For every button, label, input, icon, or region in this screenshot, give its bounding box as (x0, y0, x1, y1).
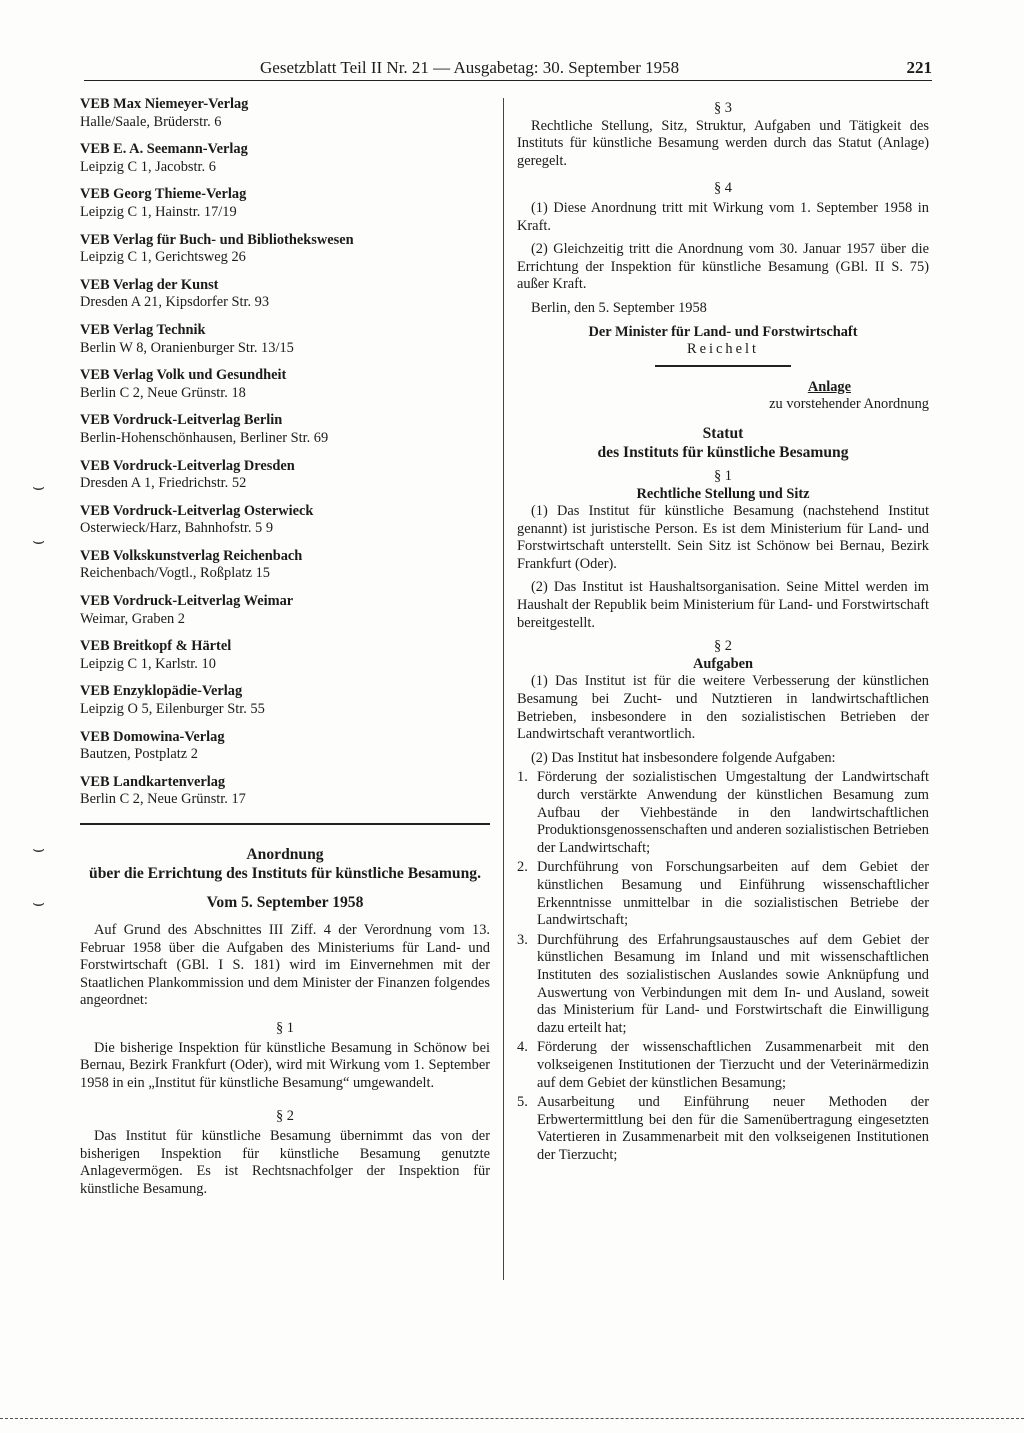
statut-section-1-text-1: (1) Das Institut für künstliche Besamung (nachstehend Institut genannt) ist juristische Person. Es ist dem Ministerium für Land- und Forstwirtschaft unterstellt. Sein Sitz ist Schönow bei Bernau, Bezirk Frankfurt (Oder). (517, 503, 929, 572)
publisher-address: Bautzen, Postplatz 2 (80, 746, 198, 763)
signature-rule (655, 365, 791, 367)
publisher-entry (80, 458, 490, 493)
publisher-address: Weimar, Graben 2 (80, 610, 185, 627)
publisher-entry (80, 277, 490, 312)
paragraph-2-text: Das Institut für künstliche Besamung übernimmt das von der bisherigen Inspektion für künstliche Besamung genutzte Anlagevermögen. Es ist Rechtsnachfolger der Inspektion für künstliche Besamung. (80, 1127, 490, 1197)
section-separator (80, 823, 490, 825)
paragraph-2-heading: § 2 (276, 1108, 294, 1125)
statut-section-1-title: Rechtliche Stellung und Sitz (636, 485, 810, 502)
publisher-name: VEB Vordruck-Leitverlag Berlin (80, 412, 283, 429)
publisher-address: Dresden A 1, Friedrichstr. 52 (80, 475, 247, 492)
publisher-name: VEB Verlag Technik (80, 321, 206, 338)
publisher-address: Berlin C 2, Neue Grünstr. 18 (80, 384, 246, 401)
task-number: 5. (517, 1094, 528, 1111)
publisher-entry (80, 186, 490, 221)
publisher-address: Osterwieck/Harz, Bahnhofstr. 5 9 (80, 520, 274, 537)
task-item (517, 932, 929, 1038)
publisher-name: VEB Domowina-Verlag (80, 728, 225, 745)
task-item (517, 769, 929, 857)
margin-tick-mark: ⌣ (32, 476, 46, 498)
publisher-name: VEB Max Niemeyer-Verlag (80, 96, 249, 112)
publisher-address: Leipzig O 5, Eilenburger Str. 55 (80, 701, 265, 718)
publisher-name: VEB E. A. Seemann-Verlag (80, 141, 248, 158)
publisher-name: VEB Verlag Volk und Gesundheit (80, 367, 287, 384)
paragraph-4-heading: § 4 (714, 180, 732, 197)
paragraph-3-heading: § 3 (714, 100, 732, 116)
page-header (84, 58, 932, 81)
publisher-entry (80, 232, 490, 267)
publisher-entry (80, 367, 490, 402)
publisher-address: Berlin W 8, Oranienburger Str. 13/15 (80, 339, 294, 356)
task-list (517, 769, 929, 1164)
statut-section-2-title: Aufgaben (693, 655, 753, 672)
column-divider (503, 98, 504, 1280)
anlage-label: Anlage (807, 378, 851, 395)
publisher-name: VEB Verlag der Kunst (80, 276, 219, 293)
margin-tick-mark: ⌣ (32, 530, 46, 552)
margin-tick-mark: ⌣ (32, 892, 46, 914)
publisher-entry (80, 503, 490, 538)
task-item (517, 1094, 929, 1164)
left-column (80, 96, 490, 1204)
task-number: 2. (517, 859, 528, 876)
publisher-address: Reichenbach/Vogtl., Roßplatz 15 (80, 565, 270, 582)
publisher-name: VEB Verlag für Buch- und Bibliothekswesen (80, 231, 354, 248)
publisher-name: VEB Landkartenverlag (80, 773, 226, 790)
publisher-entry (80, 593, 490, 628)
paragraph-4-text-1: (1) Diese Anordnung tritt mit Wirkung vom 1. September 1958 in Kraft. (517, 199, 929, 234)
publisher-address: Leipzig C 1, Gerichtsweg 26 (80, 249, 246, 266)
statut-section-1-text-2: (2) Das Institut ist Haushaltsorganisation. Seine Mittel werden im Haushalt der Republik beim Ministerium für Land- und Forstwirtschaft bereitgestellt. (517, 579, 929, 631)
statut-section-1-heading: § 1 (714, 467, 732, 484)
anordnung-subtitle: über die Errichtung des Instituts für künstliche Besamung. (89, 865, 481, 882)
publisher-entry (80, 683, 490, 718)
task-text: Förderung der wissenschaftlichen Zusammenarbeit mit den volkseigenen Institutionen der Tierzucht und der Veterinärmedizin auf dem Gebiet der künstlichen Besamung; (537, 1039, 929, 1091)
publisher-name: VEB Georg Thieme-Verlag (80, 186, 247, 203)
publisher-entry (80, 322, 490, 357)
publisher-name: VEB Enzyklopädie-Verlag (80, 683, 243, 700)
task-text: Ausarbeitung und Einführung neuer Methoden der Erbwertermittlung bei den für die Samenübertragung eingesetzten Vatertieren in Zusammenarbeit mit den volkseigenen Institutionen der Tierzucht; (537, 1094, 929, 1163)
publisher-entry (80, 96, 490, 131)
paragraph-1-heading: § 1 (276, 1019, 294, 1036)
bottom-edge-rule (0, 1418, 1024, 1419)
statut-section-2-text-1: (1) Das Institut ist für die weitere Verbesserung der künstlichen Besamung bei Zucht- und Nutztieren in landwirtschaftlichen Betrieben, insbesondere in den sozialistischen Betrieben der Landwirtschaft verantwortlich. (517, 673, 929, 743)
task-text: Förderung der sozialistischen Umgestaltung der Landwirtschaft durch verstärkte Anwendung der künstlichen Besamung zum Aufbau der Viehbestände in den landwirtschaftlichen Produktionsgenossenschaften und anderen sozialistischen Betrieben der Landwirtschaft; (537, 769, 929, 856)
paragraph-3-text: Rechtliche Stellung, Sitz, Struktur, Aufgaben und Tätigkeit des Instituts für künstliche Besamung werden durch das Statut (Anlage) geregelt. (517, 117, 929, 169)
place-date: Berlin, den 5. September 1958 (531, 299, 707, 316)
publisher-name: VEB Volkskunstverlag Reichenbach (80, 547, 303, 564)
publisher-name: VEB Vordruck-Leitverlag Dresden (80, 457, 295, 474)
paragraph-4-text-2: (2) Gleichzeitig tritt die Anordnung vom 30. Januar 1957 über die Errichtung der Inspektion für künstliche Besamung (GBl. II S. 75) außer Kraft. (517, 241, 929, 293)
statut-title: Statut (702, 424, 744, 442)
statut-section-2-heading: § 2 (714, 638, 732, 655)
margin-tick-mark: ⌣ (32, 838, 46, 860)
statut-section-2-text-2: (2) Das Institut hat insbesondere folgende Aufgaben: (531, 749, 836, 766)
publisher-entry (80, 638, 490, 673)
task-text: Durchführung von Forschungsarbeiten auf dem Gebiet der künstlichen Besamung und Einführung wissenschaftlicher Erkenntnisse unmittelbar in die sozialistischen Betriebe der Landwirtschaft; (537, 859, 929, 929)
publisher-address: Leipzig C 1, Jacobstr. 6 (80, 158, 216, 175)
task-number: 3. (517, 931, 528, 948)
publisher-address: Halle/Saale, Brüderstr. 6 (80, 113, 222, 130)
publisher-name: VEB Breitkopf & Härtel (80, 638, 232, 655)
task-item (517, 1039, 929, 1092)
publisher-entry (80, 141, 490, 176)
task-number: 1. (517, 769, 528, 786)
publisher-address: Leipzig C 1, Karlstr. 10 (80, 655, 216, 672)
publisher-entry (80, 412, 490, 447)
publisher-list (80, 96, 490, 809)
header-title: Gesetzblatt Teil II Nr. 21 — Ausgabetag: 30. September 1958 (260, 58, 680, 77)
publisher-entry (80, 548, 490, 583)
paragraph-1-text: Die bisherige Inspektion für künstliche Besamung in Schönow bei Bernau, Bezirk Frankfurt (Oder), wird mit Wirkung vom 1. September 1958 in ein „Institut für künstliche Besamung“ umgewandelt. (80, 1039, 490, 1091)
publisher-name: VEB Vordruck-Leitverlag Osterwieck (80, 502, 314, 519)
page-number: 221 (906, 58, 932, 77)
statut-subtitle: des Instituts für künstliche Besamung (597, 443, 849, 461)
anordnung-preamble: Auf Grund des Abschnittes III Ziff. 4 der Verordnung vom 13. Februar 1958 über die Aufgaben des Ministeriums für Land- und Forstwirtschaft (GBl. I S. 181) wird im Einvernehmen mit der Staatlichen Plankommission und dem Minister der Finanzen folgendes angeordnet: (80, 922, 490, 1009)
anlage-subtitle: zu vorstehender Anordnung (769, 396, 929, 413)
minister-signature: Reichelt (687, 341, 759, 358)
publisher-address: Leipzig C 1, Hainstr. 17/19 (80, 203, 237, 220)
task-number: 4. (517, 1039, 528, 1056)
anordnung-title: Anordnung (246, 846, 324, 863)
task-text: Durchführung des Erfahrungsaustausches auf dem Gebiet der künstlichen Besamung im Inland und mit wissenschaftlichen Instituten des sozialistischen Auslandes sowie Anknüpfung und Auswertung von Verbindungen mit dem In- und Ausland, soweit das Ministerium für Land- und Forstwirtschaft die Einwilligung dazu erteilt hat; (537, 931, 929, 1036)
anordnung-date: Vom 5. September 1958 (206, 894, 364, 911)
publisher-address: Dresden A 21, Kipsdorfer Str. 93 (80, 294, 270, 311)
publisher-address: Berlin C 2, Neue Grünstr. 17 (80, 791, 246, 808)
right-column (517, 96, 929, 1166)
task-item (517, 859, 929, 929)
publisher-entry (80, 729, 490, 764)
publisher-name: VEB Vordruck-Leitverlag Weimar (80, 593, 294, 610)
publisher-address: Berlin-Hohenschönhausen, Berliner Str. 69 (80, 429, 329, 446)
publisher-entry (80, 774, 490, 809)
minister-title: Der Minister für Land- und Forstwirtschaft (588, 323, 858, 340)
